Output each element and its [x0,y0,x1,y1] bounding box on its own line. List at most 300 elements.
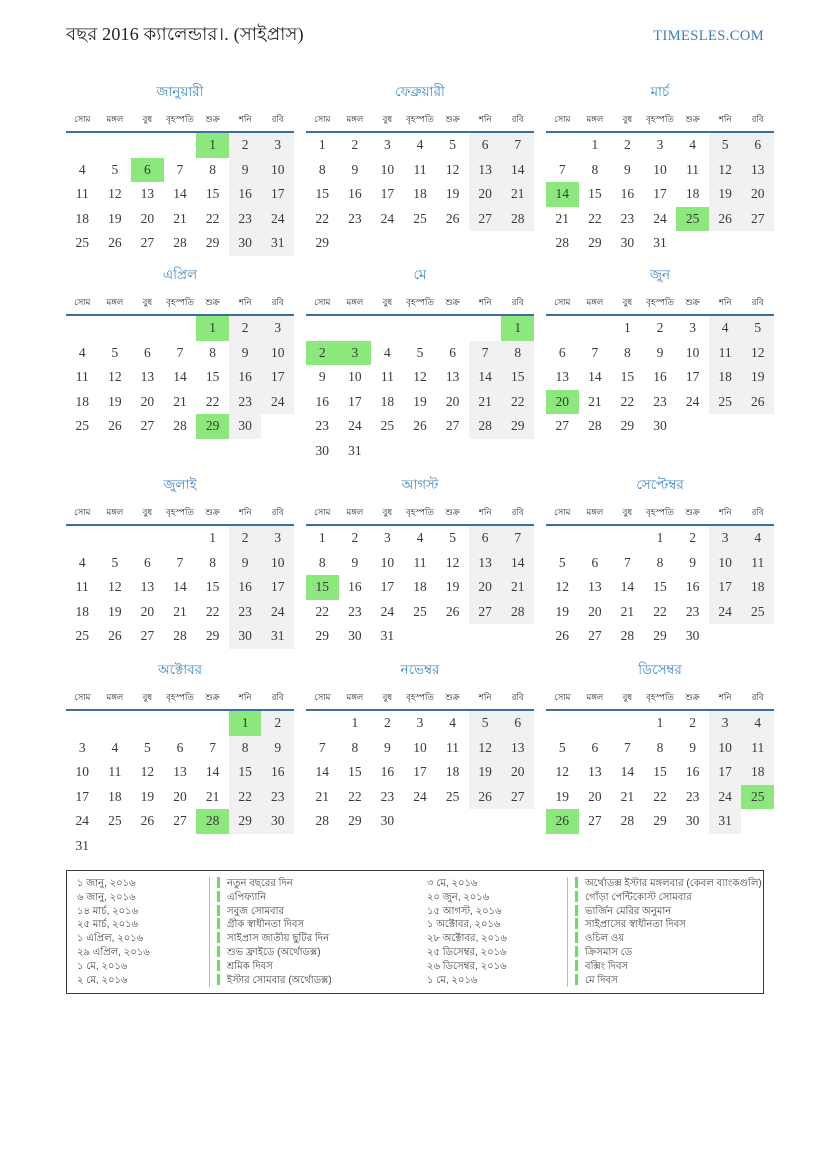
day-cell: 23 [685,603,700,619]
day-cell: 12 [108,579,122,595]
day-cell: 18 [380,393,395,409]
month-block-8 [306,474,534,659]
weekday-label: বৃহস্পতি [646,507,674,517]
day-cell: 10 [653,161,667,177]
day-cell: 19 [413,393,427,409]
day-cell: 9 [229,158,262,183]
day-cell: 11 [413,161,427,177]
day-cell: 28 [501,600,534,625]
holiday-date: ২ মে, ২০১৬ [77,974,128,986]
day-cell: 21 [501,182,534,207]
weekday-label: রবি [511,297,524,307]
day-cell: 28 [555,235,570,251]
day-cell: 12 [445,161,460,177]
day-cell: 9 [384,739,391,755]
day-cell: 11 [709,341,742,366]
day-cell: 24 [709,600,742,625]
day-cell: 17 [348,393,362,409]
day-cell: 18 [75,393,90,409]
weekday-label: রবি [271,692,284,702]
weekday-label: মঙ্গল [106,692,124,702]
empty-cell [66,316,99,341]
day-cell: 27 [140,235,155,251]
day-cell: 30 [229,414,262,439]
day-cell: 23 [348,603,362,619]
day-cell: 3 [384,137,391,153]
days-grid [66,526,294,649]
empty-cell [99,526,132,551]
day-cell: 17 [685,369,700,385]
month-block-4 [66,264,294,474]
day-cell: 2 [351,137,359,153]
day-cell: 9 [624,161,631,177]
day-cell: 23 [229,207,262,232]
day-cell: 24 [653,210,667,226]
weekday-label: বৃহস্পতি [406,114,434,124]
day-cell: 13 [741,158,774,183]
day-cell: 3 [384,530,391,546]
day-cell: 2 [656,320,664,336]
weekday-label: সোম [74,507,91,517]
day-cell: 28 [588,418,602,434]
holiday-name-text: শ্রমিক দিবস [227,960,273,972]
day-cell: 9 [229,341,262,366]
day-cell: 28 [173,418,187,434]
day-cell: 16 [685,764,700,780]
day-cell: 19 [741,365,774,390]
weekday-label: সোম [74,297,91,307]
day-cell: 5 [111,344,119,360]
day-cell: 24 [348,418,362,434]
day-cell: 7 [591,344,599,360]
weekday-label: বৃহস্পতি [166,692,194,702]
day-cell: 4 [78,554,86,570]
holiday-name-text: বক্সিং দিবস [585,960,629,972]
day-cell: 9 [229,551,262,576]
day-cell: 1 [196,316,229,341]
empty-cell [99,133,132,158]
weekday-label: সোম [74,114,91,124]
day-cell: 9 [318,369,326,385]
holiday-name [567,974,763,988]
month-block-2 [306,81,534,264]
weekday-label: মঙ্গল [586,507,604,517]
day-cell: 20 [173,788,187,804]
day-cell: 1 [351,715,359,731]
empty-cell [469,316,502,341]
weekday-header-row [546,113,774,133]
day-cell: 23 [261,785,294,810]
day-cell: 12 [709,158,742,183]
day-cell: 7 [501,526,534,551]
day-cell: 29 [653,813,667,829]
day-cell: 26 [546,809,579,834]
day-cell: 16 [620,186,635,202]
day-cell: 31 [261,231,294,256]
day-cell: 31 [261,624,294,649]
weekday-label: বুধ [142,692,153,702]
day-cell: 1 [318,530,326,546]
days-grid [66,711,294,858]
day-cell: 19 [469,760,502,785]
day-cell: 7 [318,739,326,755]
day-cell: 4 [741,711,774,736]
day-cell: 22 [348,788,362,804]
empty-cell [66,133,99,158]
day-cell: 8 [209,161,216,177]
day-cell: 29 [315,235,330,251]
weekday-label: মঙ্গল [346,297,364,307]
day-cell: 13 [588,764,602,780]
day-cell: 4 [78,344,86,360]
day-cell: 5 [111,554,119,570]
day-cell: 2 [624,137,631,153]
day-cell: 4 [741,526,774,551]
day-cell: 6 [469,133,502,158]
day-cell: 1 [656,715,664,731]
day-cell: 15 [620,369,635,385]
day-cell: 21 [620,603,635,619]
holiday-name [209,932,417,946]
day-cell: 13 [445,369,460,385]
day-cell: 10 [261,551,294,576]
holiday-date: ১ অক্টোবর, ২০১৬ [427,919,501,931]
day-cell: 12 [108,186,122,202]
day-cell: 17 [380,579,395,595]
day-cell: 10 [685,344,700,360]
holiday-name [209,877,417,891]
day-cell: 27 [555,418,570,434]
day-cell: 14 [315,764,330,780]
day-cell: 25 [75,418,90,434]
month-title: নভেম্বর [400,662,440,677]
day-cell: 21 [205,788,220,804]
day-cell: 12 [555,579,570,595]
day-cell: 22 [315,603,330,619]
day-cell: 11 [75,579,89,595]
holiday-marker-icon [575,974,578,985]
holiday-name [567,891,763,905]
day-cell: 10 [380,554,395,570]
empty-cell [99,316,132,341]
day-cell: 1 [501,316,534,341]
day-cell: 8 [229,736,262,761]
day-cell: 10 [261,158,294,183]
day-cell: 21 [173,210,187,226]
day-cell: 29 [205,628,220,644]
day-cell: 3 [339,341,372,366]
weekday-header-row [66,691,294,711]
day-cell: 5 [449,137,456,153]
weekday-header-row [306,506,534,526]
day-cell: 5 [558,739,566,755]
holiday-date: ৩ মে, ২০১৬ [427,878,478,889]
day-cell: 4 [689,137,696,153]
empty-cell [546,316,579,341]
day-cell: 7 [176,161,184,177]
day-cell: 24 [380,603,395,619]
day-cell: 2 [229,133,262,158]
day-cell: 9 [261,736,294,761]
day-cell: 6 [176,739,184,755]
day-cell: 22 [205,603,220,619]
day-cell: 26 [108,235,122,251]
day-cell: 26 [108,418,122,434]
holiday-marker-icon [575,960,578,971]
day-cell: 8 [591,161,599,177]
day-cell: 30 [685,628,700,644]
days-grid [306,316,534,463]
day-cell: 11 [446,739,460,755]
holiday-name [567,960,763,974]
weekday-label: মঙ্গল [586,114,604,124]
weekday-label: সোম [74,692,91,702]
month-title: জুলাই [163,477,197,492]
day-cell: 9 [351,554,359,570]
holiday-name-text: গোঁড়া পেন্টিকোস্ট সোমবার [585,891,692,903]
day-cell: 29 [501,414,534,439]
holiday-date: ২০ জুন, ২০১৬ [427,891,490,903]
weekday-header-row [546,691,774,711]
holiday-date: ১ মে, ২০১৬ [77,960,128,972]
site-link[interactable]: TIMESLES.COM [653,28,764,44]
month-block-6 [546,264,774,474]
holiday-name [567,932,763,946]
empty-cell [546,526,579,551]
day-cell: 1 [656,530,664,546]
weekday-label: শনি [718,297,732,307]
day-cell: 20 [445,393,460,409]
day-cell: 12 [445,554,460,570]
holiday-name-text: মে দিবস [585,974,618,986]
day-cell: 10 [75,764,90,780]
day-cell: 21 [501,575,534,600]
day-cell: 26 [445,210,460,226]
day-cell: 30 [620,235,635,251]
weekday-label: রবি [271,507,284,517]
day-cell: 24 [261,600,294,625]
weekday-label: বৃহস্পতি [406,507,434,517]
empty-cell [546,133,579,158]
month-block-5 [306,264,534,474]
empty-cell [579,316,612,341]
weekday-header-row [66,296,294,316]
day-cell: 17 [709,760,742,785]
day-cell: 19 [108,603,122,619]
empty-cell [66,526,99,551]
day-cell: 5 [709,133,742,158]
weekday-label: মঙ্গল [346,507,364,517]
day-cell: 23 [315,418,330,434]
day-cell: 15 [229,760,262,785]
day-cell: 25 [380,418,395,434]
day-cell: 25 [75,235,90,251]
day-cell: 3 [689,320,696,336]
day-cell: 10 [413,739,427,755]
day-cell: 3 [261,526,294,551]
day-cell: 23 [348,210,362,226]
weekday-label: সোম [314,114,331,124]
day-cell: 29 [229,809,262,834]
day-cell: 4 [111,739,119,755]
day-cell: 19 [555,603,570,619]
weekday-label: বৃহস্পতি [646,114,674,124]
day-cell: 16 [348,579,362,595]
holiday-name [209,905,417,919]
days-grid [306,526,534,649]
day-cell: 14 [205,764,220,780]
holiday-name-text: ভার্জিন মেরির অনুমান [585,905,672,917]
weekday-label: মঙ্গল [106,297,124,307]
holiday-name [567,946,763,960]
day-cell: 16 [229,365,262,390]
empty-cell [339,316,372,341]
weekday-header-row [66,113,294,133]
days-grid [66,133,294,256]
weekday-label: সোম [314,692,331,702]
day-cell: 3 [709,711,742,736]
day-cell: 27 [501,785,534,810]
day-cell: 12 [469,736,502,761]
day-cell: 29 [620,418,635,434]
day-cell: 25 [741,785,774,810]
day-cell: 28 [620,628,635,644]
weekday-label: শুক্র [445,114,460,124]
day-cell: 7 [558,161,566,177]
day-cell: 11 [75,369,89,385]
day-cell: 11 [686,161,700,177]
day-cell: 24 [380,210,395,226]
day-cell: 6 [449,344,456,360]
day-cell: 28 [173,235,187,251]
weekday-label: শনি [478,114,492,124]
weekday-label: বৃহস্পতি [646,297,674,307]
day-cell: 16 [261,760,294,785]
day-cell: 15 [205,369,220,385]
day-cell: 28 [196,809,229,834]
day-cell: 25 [676,207,709,232]
day-cell: 19 [709,182,742,207]
day-cell: 13 [555,369,570,385]
day-cell: 31 [380,628,395,644]
day-cell: 19 [108,210,122,226]
day-cell: 15 [348,764,362,780]
day-cell: 25 [445,788,460,804]
holiday-name [567,877,763,891]
holiday-date: ১ জানু, ২০১৬ [77,878,136,889]
weekday-label: বুধ [142,114,153,124]
holiday-name-text: শুভ ফ্রাইডে (অর্থোডক্স) [227,946,321,958]
day-cell: 18 [741,575,774,600]
holiday-date: ২৫ ডিসেম্বর, ২০১৬ [427,946,507,958]
weekday-label: মঙ্গল [106,507,124,517]
days-grid [306,711,534,834]
day-cell: 8 [318,161,326,177]
month-block-1 [66,81,294,264]
day-cell: 10 [348,369,362,385]
day-cell: 3 [261,316,294,341]
empty-cell [66,711,99,736]
day-cell: 19 [445,186,460,202]
weekday-label: বুধ [622,297,633,307]
day-cell: 9 [351,161,359,177]
day-cell: 27 [741,207,774,232]
day-cell: 9 [656,344,664,360]
empty-cell [131,316,164,341]
day-cell: 25 [413,603,427,619]
day-cell: 11 [413,554,427,570]
weekday-label: সোম [554,114,571,124]
weekday-label: শুক্র [205,692,220,702]
month-title: জুন [649,267,671,282]
holiday-name [567,905,763,919]
holiday-date: ১৫ আগস্ট, ২০১৬ [427,905,502,917]
holiday-date: ৬ জানু, ২০১৬ [77,891,136,903]
day-cell: 20 [741,182,774,207]
empty-cell [371,316,404,341]
day-cell: 26 [741,390,774,415]
holiday-name-text: সাইপ্রাসের স্বাধীনতা দিবস [585,919,686,931]
day-cell: 30 [229,624,262,649]
day-cell: 2 [384,715,391,731]
day-cell: 14 [620,764,635,780]
weekday-label: শনি [238,114,252,124]
day-cell: 29 [588,235,602,251]
day-cell: 28 [173,628,187,644]
day-cell: 21 [315,788,330,804]
day-cell: 15 [205,186,220,202]
day-cell: 13 [469,158,502,183]
weekday-header-row [66,506,294,526]
day-cell: 23 [653,393,667,409]
day-cell: 24 [413,788,427,804]
empty-cell [99,711,132,736]
day-cell: 21 [173,393,187,409]
day-cell: 25 [75,628,90,644]
day-cell: 31 [653,235,667,251]
month-block-12 [546,659,774,858]
day-cell: 2 [229,316,262,341]
day-cell: 23 [620,210,635,226]
weekday-label: মঙ্গল [346,692,364,702]
empty-cell [164,711,197,736]
holiday-name [567,918,763,932]
weekday-label: রবি [751,507,764,517]
legend-left [67,877,417,987]
day-cell: 18 [685,186,700,202]
day-cell: 8 [351,739,359,755]
day-cell: 6 [558,344,566,360]
day-cell: 7 [624,554,631,570]
holiday-marker-icon [575,905,578,916]
day-cell: 14 [501,158,534,183]
weekday-label: রবি [751,297,764,307]
day-cell: 21 [620,788,635,804]
day-cell: 5 [449,530,456,546]
day-cell: 26 [709,207,742,232]
weekday-label: বুধ [142,507,153,517]
day-cell: 17 [261,365,294,390]
day-cell: 18 [445,764,460,780]
day-cell: 27 [173,813,187,829]
day-cell: 29 [653,628,667,644]
month-block-3 [546,81,774,264]
holiday-marker-icon [575,918,578,929]
weekday-label: মঙ্গল [106,114,124,124]
month-title: এপ্রিল [162,267,198,282]
day-cell: 20 [501,760,534,785]
holiday-marker-icon [217,891,220,902]
